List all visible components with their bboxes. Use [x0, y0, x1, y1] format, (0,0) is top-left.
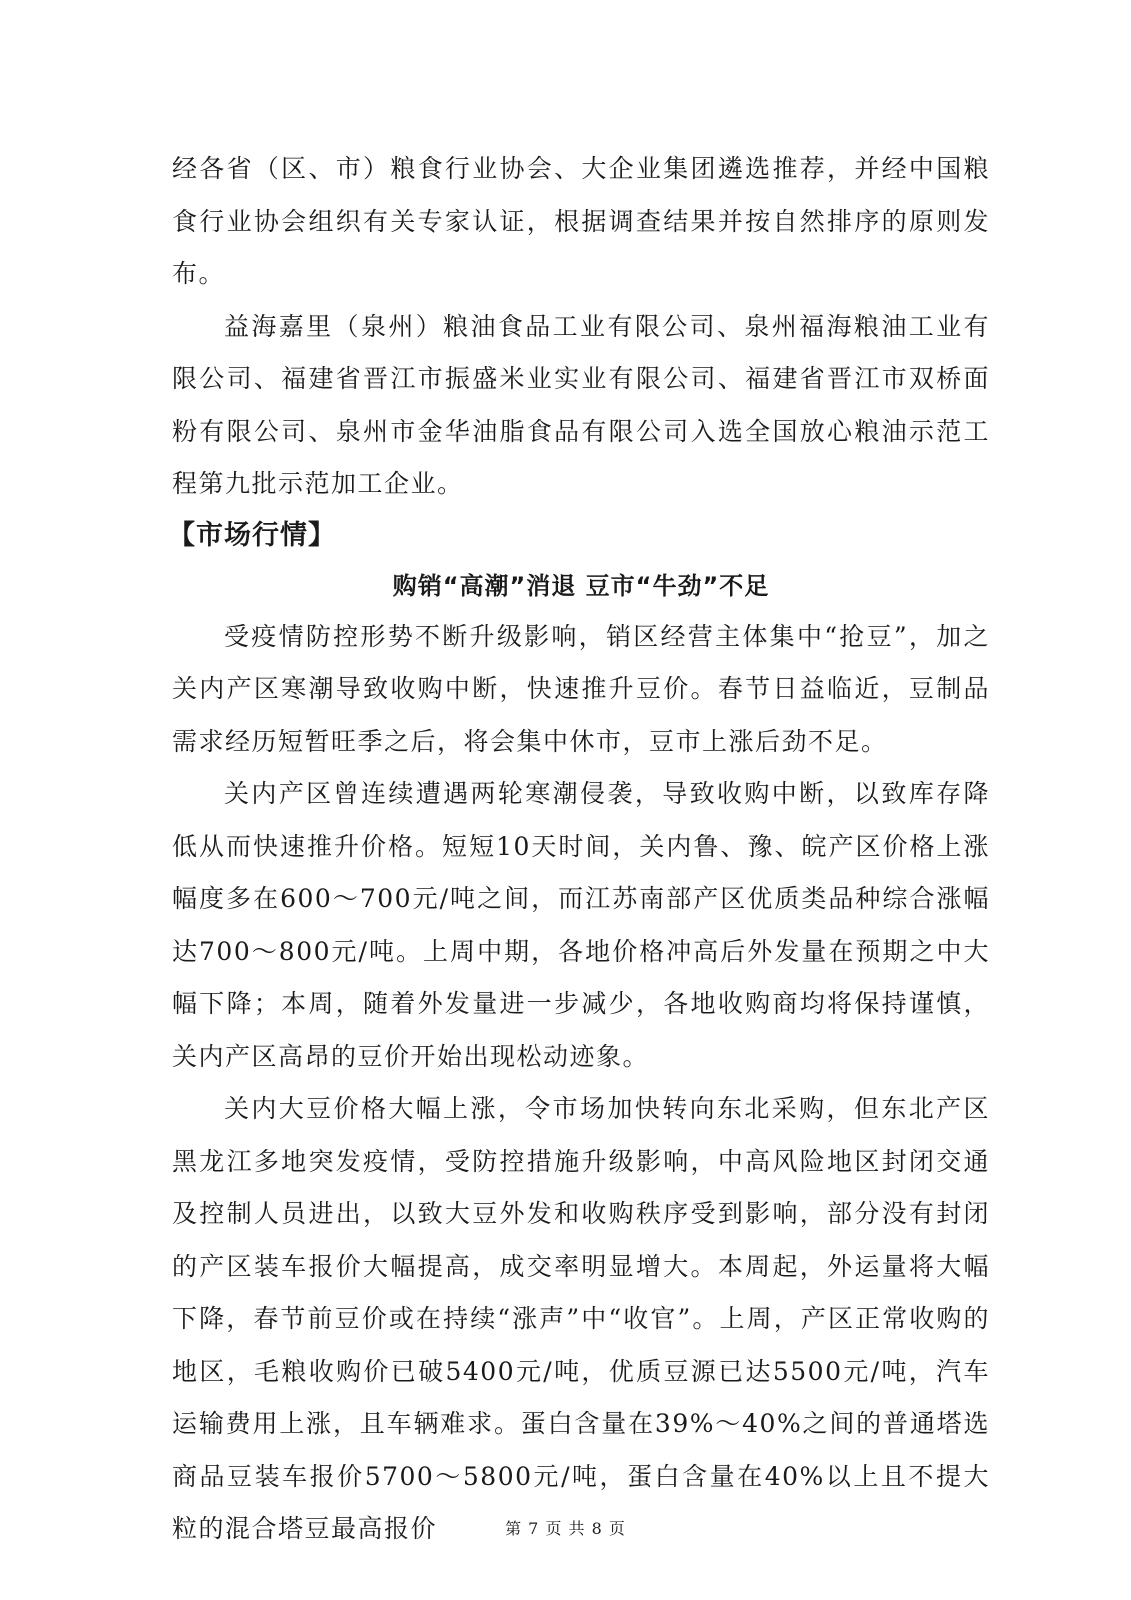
article-paragraph: 关内产区曾连续遭遇两轮寒潮侵袭，导致收购中断，以致库存降低从而快速推升价格。短短10天时间，关内鲁、豫、皖产区价格上涨幅度多在600～700元/吨之间，而江苏南部产区优质类品种综合涨幅达700～800元/吨。上周中期，各地价格冲高后外发量在预期之中大幅下降；本周，随着外发量进一步减少，各地收购商均将保持谨慎，关内产区高昂的豆价开始出现松动迹象。 [172, 779, 990, 1071]
article-paragraph: 关内大豆价格大幅上涨，令市场加快转向东北采购，但东北产区黑龙江多地突发疫情，受防控措施升级影响，中高风险地区封闭交通及控制人员进出，以致大豆外发和收购秩序受到影响，部分没有封闭的产区装车报价大幅提高，成交率明显增大。本周起，外运量将大幅下降，春节前豆价或在持续“涨声”中“收官”。上周，产区正常收购的地区，毛粮收购价已破5400元/吨，优质豆源已达5500元/吨，汽车运输费用上涨，且车辆难求。蛋白含量在39%～40%之间的普通塔选商品豆装车报价5700～5800元/吨，蛋白含量在40%以上且不提大粒的混合塔豆最高报价 [172, 1094, 990, 1543]
body-paragraph: 益海嘉里（泉州）粮油食品工业有限公司、泉州福海粮油工业有限公司、福建省晋江市振盛米业实业有限公司、福建省晋江市双桥面粉有限公司、泉州市金华油脂食品有限公司入选全国放心粮油示范工程第九批示范加工企业。 [172, 311, 990, 498]
article-title: 购销“高潮”消退 豆市“牛劲”不足 [392, 571, 770, 600]
page-body [168, 143, 990, 1556]
article-paragraph: 受疫情防控形势不断升级影响，销区经营主体集中“抢豆”，加之关内产区寒潮导致收购中断，快速推升豆价。春节日益临近，豆制品需求经历短暂旺季之后，将会集中休市，豆市上涨后劲不足。 [172, 621, 990, 756]
section-heading: 【市场行情】 [168, 519, 336, 551]
page-footer: 第 7 页 共 8 页 [505, 1519, 626, 1538]
body-paragraph: 经各省（区、市）粮食行业协会、大企业集团遴选推荐，并经中国粮食行业协会组织有关专家认证，根据调查结果并按自然排序的原则发布。 [172, 154, 990, 288]
